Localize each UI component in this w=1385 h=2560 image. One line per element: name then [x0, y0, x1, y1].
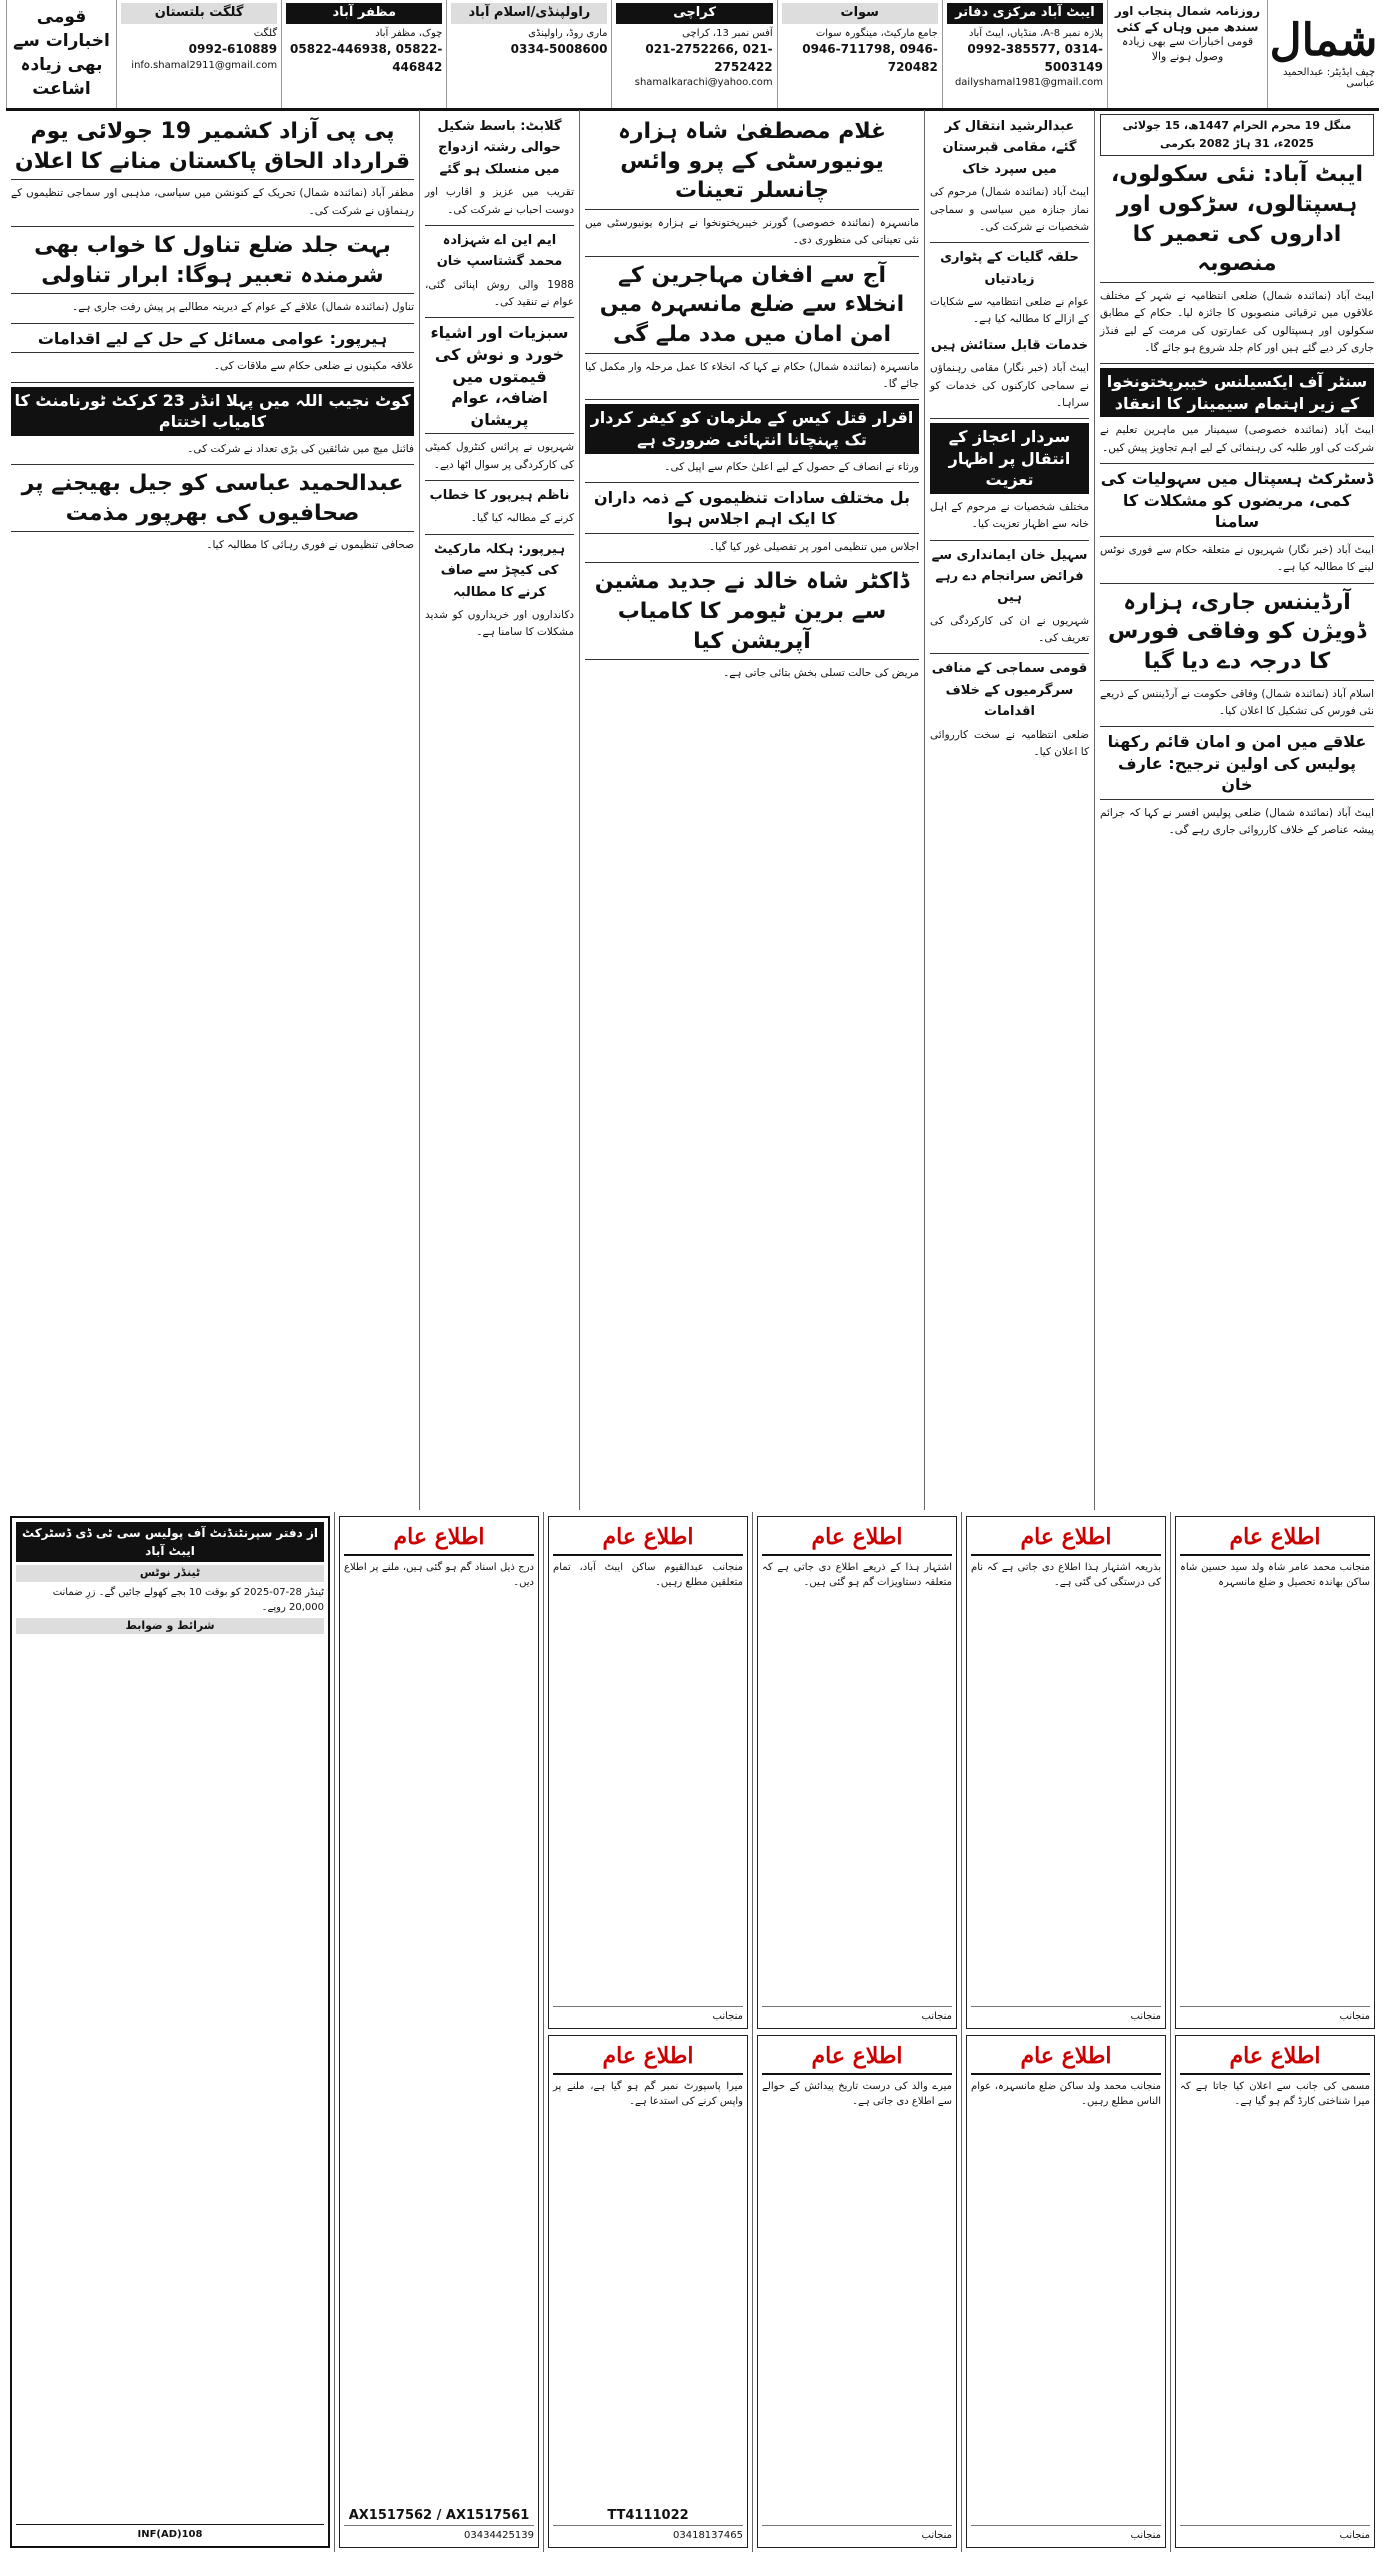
office-address: پلازہ نمبر 8-A، منڈیاں، ایبٹ آباد	[969, 27, 1103, 39]
ad-body: میرا پاسپورٹ نمبر گم ہو گیا ہے، ملنے پر واپس کرنے کی استدعا ہے۔	[553, 2081, 743, 2107]
story-body: علاقہ مکینوں نے ضلعی حکام سے ملاقات کی۔	[213, 360, 414, 373]
story-headline[interactable]: سردار اعجاز کے انتقال پر اظہار تعزیت	[930, 423, 1089, 494]
story-body: تقریب میں عزیز و اقارب اور دوست احباب نے شرکت کی۔	[425, 186, 574, 216]
ad-footer: منجانب	[971, 2525, 1161, 2543]
date-line: منگل 19 محرم الحرام 1447ھ، 15 جولائی 2025ء، 31 ہاڑ 2082 بکرمی	[1100, 114, 1374, 156]
story-headline[interactable]: عبدالحمید عباسی کو جیل بھیجنے پر صحافیوں کی بھرپور مذمت	[11, 469, 414, 532]
story-headline[interactable]: بہت جلد ضلع تناول کا خواب بھی شرمندہ تعبیر ہوگا: ابرار تناولی	[11, 231, 414, 294]
public-notice-ad[interactable]	[1175, 2035, 1375, 2548]
story-headline[interactable]: آج سے افغان مہاجرین کے انخلاء سے ضلع مانسہرہ میں امن امان میں مدد ملے گی	[585, 261, 919, 354]
story-headline[interactable]: ایم این اے شہزادہ محمد گشتاسپ خان	[436, 232, 563, 270]
office-address: آفس نمبر 13، کراچی	[682, 27, 773, 39]
public-notice-ad[interactable]	[757, 2035, 957, 2548]
story-body: ایبٹ آباد (نمائندہ شمال) ضلعی انتظامیہ نے شہر کے مختلف علاقوں میں ترقیاتی منصوبوں کا جائزہ لیا۔ حکام کے مطابق سکولوں اور ہسپتالوں کی عمارتوں کی مرمت کے لیے فنڈز جاری کر دیے گئے ہیں اور کام جلد شروع ہو جائے گا۔	[1100, 290, 1374, 354]
office-phone: 0334-5008600	[510, 42, 608, 57]
story-body: ورثاء نے انصاف کے حصول کے لیے اعلیٰ حکام سے اپیل کی۔	[664, 460, 919, 473]
notice-terms: شرائط و ضوابط	[16, 1618, 324, 1635]
office-address: ماری روڈ، راولپنڈی	[528, 27, 608, 39]
ad-footer: منجانب	[1180, 2006, 1370, 2024]
ad-body: درج ذیل اسناد گم ہو گئی ہیں، ملنے پر اطلاع دیں۔	[344, 1562, 534, 1588]
public-notice-ad[interactable]	[966, 1516, 1166, 2029]
ad-body: بذریعہ اشتہار ہذا اطلاع دی جاتی ہے کہ نام کی درستگی کی گئی ہے۔	[971, 1562, 1161, 1588]
story-body: مظفر آباد (نمائندہ شمال) تحریک کے کنونشن میں سیاسی، مذہبی اور سماجی تنظیموں کے رہنماؤں نے شرکت کی۔	[11, 187, 414, 217]
story-headline[interactable]: حلقہ گلیات کے پٹواری زیادتیاں	[940, 250, 1079, 287]
ad-body: میرے والد کی درست تاریخ پیدائش کے حوالے سے اطلاع دی جاتی ہے۔	[762, 2081, 952, 2107]
ad-heading: اطلاع عام	[1180, 2040, 1370, 2075]
public-notice-ad[interactable]	[548, 1516, 748, 2029]
office-address: جامع مارکیٹ، مینگورہ سوات	[815, 27, 938, 39]
story-body: عوام نے ضلعی انتظامیہ سے شکایات کے ازالے کا مطالبہ کیا ہے۔	[930, 296, 1089, 326]
story-body: شہریوں نے پرائس کنٹرول کمیٹی کی کارکردگی پر سوال اٹھا دیے۔	[425, 441, 574, 471]
public-notice-ad[interactable]	[966, 2035, 1166, 2548]
story-body: ایبٹ آباد (خبر نگار) شہریوں نے متعلقہ حکام سے فوری نوٹس لینے کا مطالبہ کیا ہے۔	[1100, 543, 1374, 574]
tagline	[1107, 0, 1267, 108]
story-body: ایبٹ آباد (نمائندہ خصوصی) سیمینار میں ماہرین تعلیم نے شرکت کی اور طلبہ کی رہنمائی کے لیے اہم تجاویز پیش کیں۔	[1100, 424, 1374, 454]
story-headline[interactable]: آرڈیننس جاری، ہزارہ ڈویژن کو وفاقی فورس کا درجہ دے دیا گیا	[1100, 588, 1374, 681]
news-column-4	[419, 110, 579, 1510]
story-headline[interactable]: اقرار قتل کیس کے ملزمان کو کیفر کردار تک پہنچانا انتہائی ضروری ہے	[585, 404, 919, 453]
news-column-2	[924, 110, 1094, 1510]
ad-footer: منجانب	[553, 2006, 743, 2024]
office-email[interactable]: info.shamal2911@gmail.com	[131, 59, 278, 71]
story-body: ایبٹ آباد (خبر نگار) مقامی رہنماؤں نے سماجی کارکنوں کی خدمات کو سراہا۔	[930, 362, 1089, 409]
news-column-1	[1094, 110, 1379, 1510]
story-headline[interactable]: پی پی آزاد کشمیر 19 جولائی یوم قرارداد الحاق پاکستان منانے کا اعلان	[11, 117, 414, 180]
office-phone: 021-2752266, 021-2752422	[645, 42, 773, 74]
office-city: کراچی	[616, 3, 772, 24]
story-headline[interactable]: کوٹ نجیب اللہ میں پہلا انڈر 23 کرکٹ ٹورنامنٹ کا کامیاب اختتام	[11, 387, 414, 436]
office-phone: 0946-711798, 0946-720482	[802, 42, 938, 74]
story-body: تناول (نمائندہ شمال) علاقے کے عوام کے دیرینہ مطالبے پر پیش رفت جاری ہے۔	[72, 301, 414, 314]
story-body: 1988 والی روش اپنائی گئی، عوام نے تنقید کی۔	[425, 278, 574, 309]
story-body: ایبٹ آباد (نمائندہ شمال) ضلعی پولیس افسر نے کہا کہ جرائم پیشہ عناصر کے خلاف کارروائی جاری رہے گی۔	[1100, 806, 1374, 837]
ad-heading: اطلاع عام	[553, 2040, 743, 2075]
public-notice-ad[interactable]	[339, 1516, 539, 2548]
ad-body: مسمی کی جانب سے اعلان کیا جاتا ہے کہ میرا شناختی کارڈ گم ہو گیا ہے۔	[1180, 2081, 1370, 2107]
ad-heading: اطلاع عام	[553, 1521, 743, 1556]
office-block-4	[281, 0, 446, 108]
office-phone: 0992-385577, 0314-5003149	[967, 42, 1103, 74]
ad-heading: اطلاع عام	[344, 1521, 534, 1556]
document-number: AX1517562 / AX1517561	[348, 2507, 530, 2523]
ad-heading: اطلاع عام	[971, 2040, 1161, 2075]
ad-column-5	[334, 1512, 543, 2552]
story-headline[interactable]: ایبٹ آباد: نئی سکولوں، ہسپتالوں، سڑکوں اور اداروں کی تعمیر کا منصوبہ	[1100, 160, 1374, 283]
story-headline[interactable]: قومی سماجی کے منافی سرگرمیوں کے خلاف اقدامات	[931, 661, 1088, 720]
story-headline[interactable]: سنٹر آف ایکسیلنس خیبرپختونخوا کے زیر اہتمام سیمینار کا انعقاد	[1100, 368, 1374, 417]
ad-body: منجانب محمد ولد ساکن ضلع مانسہرہ، عوام الناس مطلع رہیں۔	[971, 2081, 1161, 2107]
news-column-5	[6, 110, 419, 1510]
office-city: مظفر آباد	[286, 3, 442, 24]
ad-heading: اطلاع عام	[762, 2040, 952, 2075]
ad-column-1	[1170, 1512, 1379, 2552]
story-headline[interactable]: خدمات قابل ستائش ہیں	[930, 337, 1089, 353]
story-headline[interactable]: غلام مصطفیٰ شاہ ہزارہ یونیورسٹی کے پرو وائس چانسلر تعینات	[585, 117, 919, 210]
office-block-0	[942, 0, 1107, 108]
ad-heading: اطلاع عام	[1180, 1521, 1370, 1556]
classifieds-section	[6, 1512, 1379, 2552]
public-notice-ad[interactable]	[1175, 1516, 1375, 2029]
story-body: فائنل میچ میں شائقین کی بڑی تعداد نے شرکت کی۔	[187, 442, 414, 455]
masthead-bar	[6, 0, 1379, 111]
editor-line: چیف ایڈیٹر: عبدالحمید عباسی	[1283, 67, 1375, 89]
notice-code: INF(AD)108	[16, 2524, 324, 2542]
story-body: کرنے کے مطالبہ کیا گیا۔	[470, 512, 574, 525]
story-headline[interactable]: گلابٹ: باسط شکیل حوالی رشتہ ازدواج میں منسلک ہو گئے	[437, 119, 562, 177]
office-email[interactable]: shamalkarachi@yahoo.com	[634, 77, 773, 89]
ad-column-2	[961, 1512, 1170, 2552]
passport-number: TT4111022	[607, 2507, 689, 2523]
story-body: ایبٹ آباد (نمائندہ شمال) مرحوم کی نماز جنازہ میں سیاسی و سماجی شخصیات نے شرکت کی۔	[930, 186, 1089, 233]
story-headline[interactable]: بل مختلف سادات تنظیموں کے ذمہ داران کا ایک اہم اجلاس ہوا	[585, 487, 919, 534]
tagline-body: قومی اخبارات سے بھی زیادہ وصول ہونے والا	[1121, 35, 1254, 64]
office-city: سوات	[782, 3, 938, 24]
story-body: شہریوں نے ان کی کارکردگی کی تعریف کی۔	[930, 614, 1089, 645]
office-block-2	[611, 0, 776, 108]
story-headline[interactable]: ڈاکٹر شاہ خالد نے جدید مشین سے برین ٹیومر کا کامیاب آپریشن کیا	[585, 567, 919, 660]
ad-phone: 03434425139	[344, 2525, 534, 2543]
ad-heading: اطلاع عام	[762, 1521, 952, 1556]
news-columns	[6, 110, 1379, 1510]
ad-column-4	[543, 1512, 752, 2552]
masthead	[1267, 0, 1379, 108]
office-city: ایبٹ آباد مرکزی دفاتر	[947, 3, 1103, 24]
public-notice-ad[interactable]	[548, 2035, 748, 2548]
story-headline[interactable]: سہیل خان ایمانداری سے فرائض سرانجام دے رہے ہیں	[931, 547, 1088, 606]
office-block-5	[116, 0, 281, 108]
story-headline[interactable]: ڈسٹرکٹ ہسپتال میں سہولیات کی کمی، مریضوں کو مشکلات کا سامنا	[1100, 468, 1374, 537]
story-body: اسلام آباد (نمائندہ شمال) وفاقی حکومت نے آرڈیننس کے ذریعے نئی فورس کی تشکیل کا اعلان کیا۔	[1100, 687, 1374, 717]
office-phone: 05822-446938, 05822-446842	[290, 42, 443, 74]
office-phone: 0992-610889	[188, 42, 278, 57]
story-headline[interactable]: ہیرپور: عوامی مسائل کے حل کے لیے اقدامات	[11, 328, 414, 354]
ad-column-6	[6, 1512, 334, 2552]
ad-body: منجانب عبدالقیوم ساکن ایبٹ آباد، تمام متعلقین مطلع رہیں۔	[553, 1562, 743, 1588]
notice-body: ٹینڈر 28-07-2025 کو بوقت 10 بجے کھولے جائیں گے۔ زرِ ضمانت 20,000 روپے۔	[52, 1586, 324, 1613]
ad-body: منجانب محمد عامر شاہ ولد سید حسین شاہ ساکن بھاندہ تحصیل و ضلع مانسہرہ	[1180, 1562, 1370, 1588]
slogan: قومی اخبارات سے بھی زیادہ اشاعت	[6, 0, 116, 108]
ad-heading: اطلاع عام	[971, 1521, 1161, 1556]
ad-footer: منجانب	[762, 2006, 952, 2024]
tagline-top: روزنامہ شمال پنجاب اور سندھ میں وہاں کے کئی	[1114, 4, 1261, 35]
story-body: دکانداروں اور خریداروں کو شدید مشکلات کا سامنا ہے۔	[425, 609, 574, 639]
ad-column-3	[752, 1512, 961, 2552]
story-headline[interactable]: ناظم ہیرپور کا خطاب	[429, 488, 570, 504]
story-body: مانسہرہ (نمائندہ شمال) حکام نے کہا کہ انخلاء کا عمل مرحلہ وار مکمل کیا جائے گا۔	[585, 360, 919, 391]
ad-footer: منجانب	[762, 2525, 952, 2543]
ad-footer: منجانب	[971, 2006, 1161, 2024]
ad-body: اشتہار ہذا کے ذریعے اطلاع دی جاتی ہے کہ متعلقہ دستاویزات گم ہو گئی ہیں۔	[762, 1562, 952, 1588]
story-body: صحافی تنظیموں نے فوری رہائی کا مطالبہ کیا۔	[206, 539, 414, 552]
story-body: مانسہرہ (نمائندہ خصوصی) گورنر خیبرپختونخوا نے ہزارہ یونیورسٹی میں نئی تعیناتی کی منظوری دی۔	[585, 217, 919, 247]
tender-notice[interactable]	[10, 1516, 330, 2548]
office-block-1	[777, 0, 942, 108]
notice-heading: از دفتر سپرنٹنڈنٹ آف پولیس سی ٹی ڈی ڈسٹرکٹ ایبٹ آباد	[16, 1522, 324, 1562]
office-address: گلگت	[253, 27, 278, 39]
office-email[interactable]: dailyshamal1981@gmail.com	[954, 77, 1103, 89]
ad-phone: 03418137465	[553, 2525, 743, 2543]
story-body: مختلف شخصیات نے مرحوم کے اہل خانہ سے اظہار تعزیت کیا۔	[930, 500, 1089, 531]
story-headline[interactable]: علاقے میں امن و امان قائم رکھنا پولیس کی اولین ترجیح: عارف خان	[1100, 731, 1374, 800]
notice-subheading: ٹینڈر نوٹس	[16, 1565, 324, 1582]
story-body: مریض کی حالت تسلی بخش بتائی جاتی ہے۔	[723, 667, 919, 680]
story-headline[interactable]: ہیرپور: ہکلہ مارکیٹ کی کیچڑ سے صاف کرنے کا مطالبہ	[434, 541, 565, 600]
office-city: راولپنڈی/اسلام آباد	[451, 3, 607, 24]
story-headline[interactable]: عبدالرشید انتقال کر گئے، مقامی قبرستان میں سپرد خاک	[942, 119, 1077, 177]
newspaper-logo: شمال	[1269, 15, 1378, 66]
story-headline[interactable]: سبزیات اور اشیاء خورد و نوش کی قیمتوں میں اضافہ، عوام پریشان	[425, 322, 574, 434]
ad-footer: منجانب	[1180, 2525, 1370, 2543]
office-city: گلگت بلتستان	[121, 3, 277, 24]
news-column-3	[579, 110, 924, 1510]
story-body: اجلاس میں تنظیمی امور پر تفصیلی غور کیا گیا۔	[708, 541, 919, 554]
office-address: چوک، مظفر آباد	[375, 27, 443, 39]
office-block-3	[446, 0, 611, 108]
story-body: ضلعی انتظامیہ نے سخت کارروائی کا اعلان کیا۔	[930, 728, 1089, 759]
public-notice-ad[interactable]	[757, 1516, 957, 2029]
